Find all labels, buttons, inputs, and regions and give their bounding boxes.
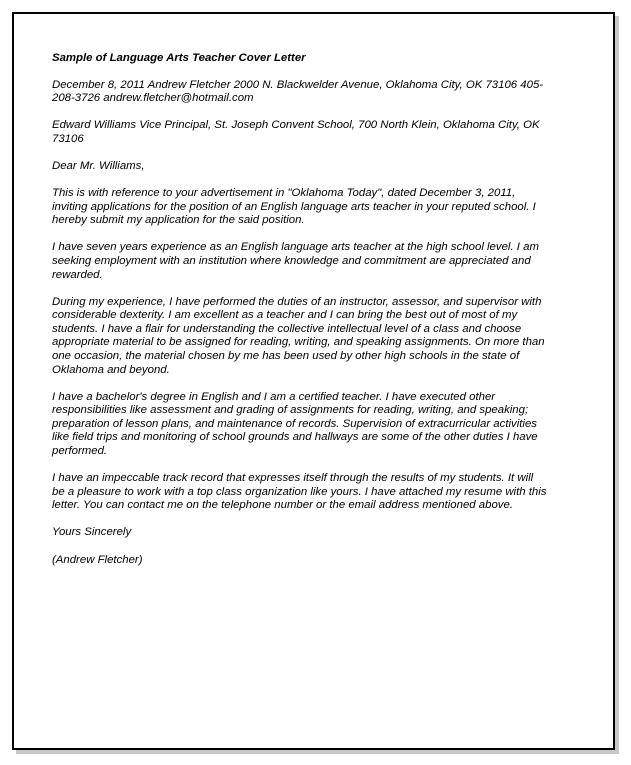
signature: (Andrew Fletcher) xyxy=(52,553,143,566)
salutation: Dear Mr. Williams, xyxy=(52,159,145,172)
document-page xyxy=(12,12,615,750)
sender-line: December 8, 2011 Andrew Fletcher 2000 N. Blackwelder Avenue, Oklahoma City, OK 73106 405- 208-3726 andrew.fletcher@hotmail.com xyxy=(52,78,544,105)
closing: Yours Sincerely xyxy=(52,526,132,539)
recipient-line: Edward Williams Vice Principal, St. Joseph Convent School, 700 North Klein, Oklahoma City, OK 73106 xyxy=(52,119,540,145)
paragraph-closing: I have an impeccable track record that expresses itself through the results of my students. It will be a pleasure to work with a top class organization like yours. I have attached my resume with this letter. You can contact me on the telephone number or the email address mentioned above. xyxy=(52,472,547,512)
paragraph-qualifications: I have a bachelor's degree in English and I am a certified teacher. I have executed other responsibilities like assessment and grading of assignments for reading, writing, and speaking; preparation of lesson plans, and maintenance of records. Supervision of extracurricular activities like field trips and monitoring of school grounds and hallways are some of the other duties I have performed. xyxy=(52,390,538,458)
letter-title: Sample of Language Arts Teacher Cover Letter xyxy=(52,52,306,64)
paragraph-experience: I have seven years experience as an English language arts teacher at the high school level. I am seeking employment with an institution where knowledge and commitment are appreciated and rewarded. xyxy=(52,241,539,281)
paragraph-intro: This is with reference to your advertisement in "Oklahoma Today", dated December 3, 2011, inviting applications for the position of an English language arts teacher in your reputed school. I hereby submit my application for the said position. xyxy=(52,187,536,227)
paragraph-duties: During my experience, I have performed the duties of an instructor, assessor, and supervisor with considerable dexterity. I am excellent as a teacher and I can bring the best out of most of my students. I have a flair for understanding the collective intellectual level of a class and choose appropriate material to be assigned for reading, writing, and speaking assignments. On more than one occasion, the material chosen by me has been used by other high schools in the state of Oklahoma and beyond. xyxy=(52,295,545,376)
letter-body xyxy=(52,52,582,581)
